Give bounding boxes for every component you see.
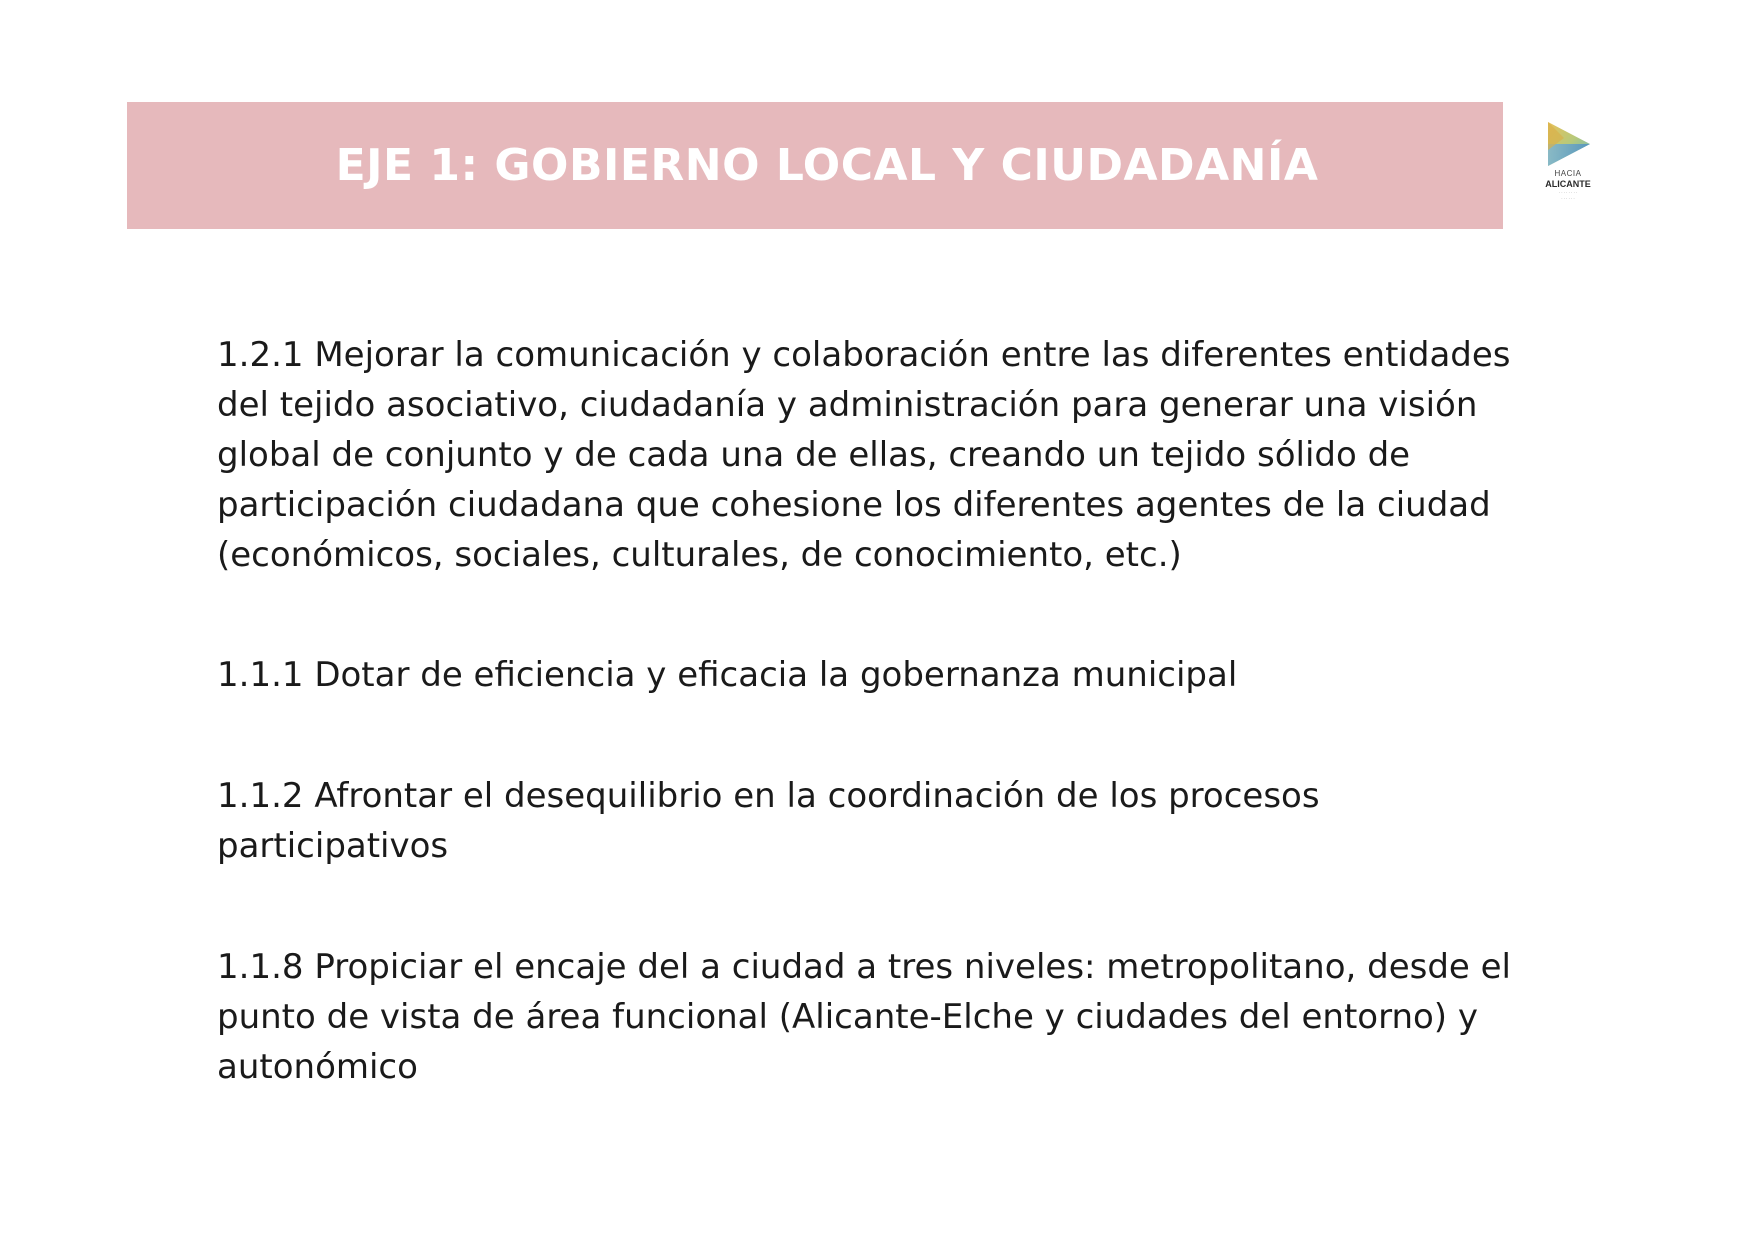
- objective-1-1-2: 1.1.2 Afrontar el desequilibrio en la coordinación de los procesos participativos: [217, 776, 1320, 866]
- logo-text-alicante: ALICANTE: [1545, 179, 1591, 189]
- triangle-play-logo-icon: [1542, 120, 1594, 168]
- logo-text-hacia: HACIA: [1554, 169, 1582, 178]
- objective-1-2-1: 1.2.1 Mejorar la comunicación y colaboración entre las diferentes entidades del tejido asociativo, ciudadanía y administración para generar una visión global de conjunto y de cada una de ellas, creando un tejido sólido de participación ciudadana que cohesione los diferentes agentes de la ciudad (económicos, sociales, culturales, de conocimiento, etc.): [217, 335, 1511, 575]
- logo: [1540, 120, 1596, 206]
- logo-text-sub2: · · · · · ·: [1561, 196, 1575, 201]
- objective-1-1-8: 1.1.8 Propiciar el encaje del a ciudad a tres niveles: metropolitano, desde el punto de vista de área funcional (Alicante-Elche y ciudades del entorno) y autonómico: [217, 947, 1511, 1087]
- logo-text-sub1: · · · · · · · ·: [1558, 190, 1578, 195]
- objective-1-1-1: 1.1.1 Dotar de eficiencia y eficacia la gobernanza municipal: [217, 655, 1238, 695]
- objectives-list: [217, 330, 1517, 1092]
- title-banner: [127, 102, 1503, 229]
- page-title: EJE 1: GOBIERNO LOCAL Y CIUDADANÍA: [335, 140, 1319, 191]
